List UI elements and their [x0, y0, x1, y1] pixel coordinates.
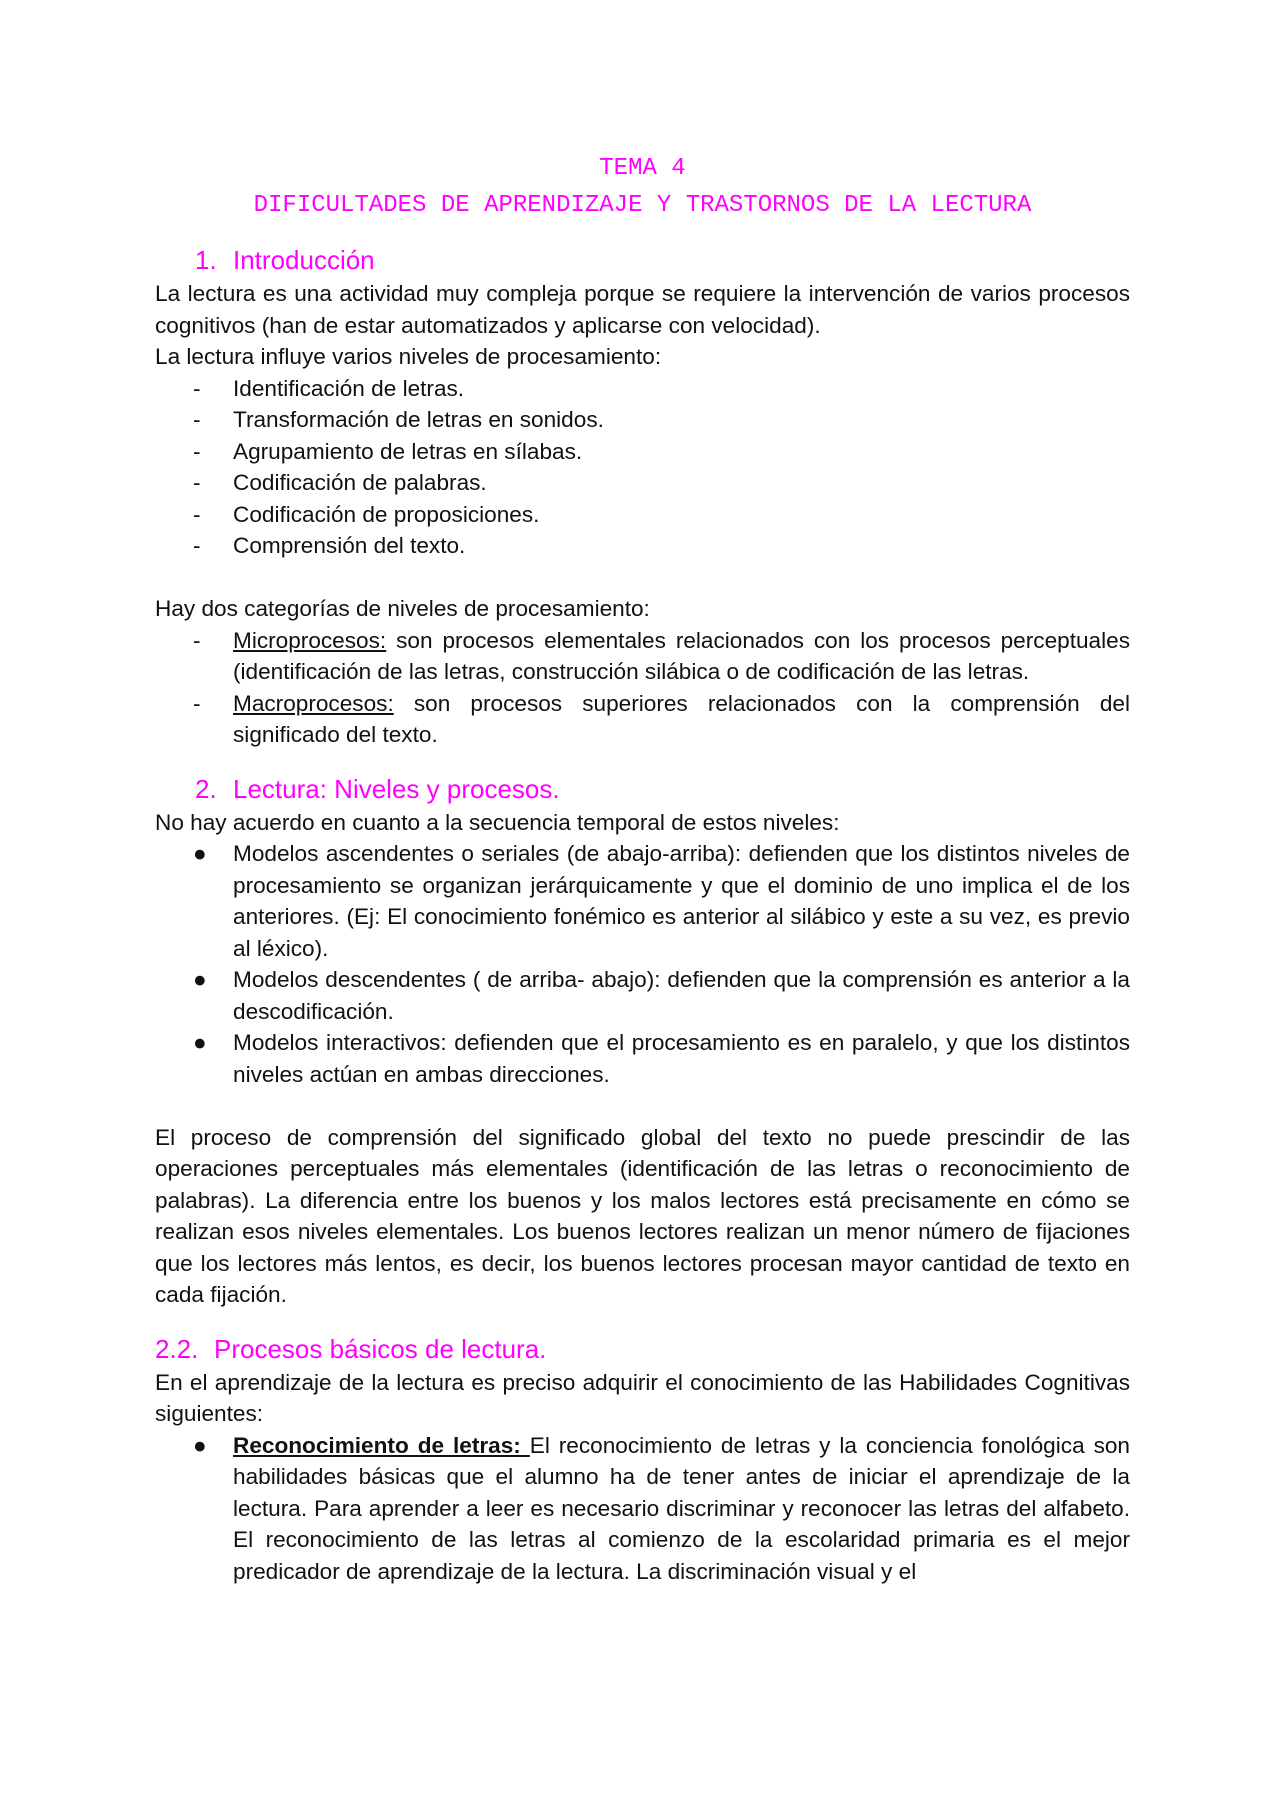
document-body [155, 150, 1130, 1587]
list-item-text: Codificación de palabras. [233, 470, 487, 495]
section-2-2-title: Procesos básicos de lectura. [214, 1333, 547, 1364]
microprocesos-term: Microprocesos: [233, 627, 387, 653]
list-item [155, 688, 1130, 751]
reading-models-list [155, 838, 1130, 1090]
dash-marker: - [193, 407, 201, 432]
list-item [155, 530, 1130, 562]
list-item [155, 404, 1130, 436]
letter-recognition-term: Reconocimiento de letras: [233, 1432, 530, 1458]
dash-marker: - [193, 438, 201, 464]
cognitive-skills-list [155, 1430, 1130, 1588]
list-item [155, 838, 1130, 964]
section-2-2-paragraph-1: En el aprendizaje de la lectura es preciso adquirir el conocimiento de las Habilidades Cognitivas siguientes: [155, 1369, 1130, 1426]
section-2-2-number: 2.2. [155, 1333, 199, 1364]
list-item-text: Identificación de letras. [233, 375, 465, 401]
dash-marker: - [193, 533, 201, 558]
spacer [155, 562, 1130, 594]
processing-categories-list [155, 625, 1130, 751]
section-2-2-heading [155, 1331, 1130, 1367]
list-item [155, 1430, 1130, 1588]
macroprocesos-definition: son procesos superiores relacionados con la comprensión del significado del texto. [233, 690, 1130, 747]
list-item-text: Transformación de letras en sonidos. [233, 407, 604, 432]
list-item-text: Codificación de proposiciones. [233, 501, 540, 527]
section-1-paragraph-2: La lectura influye varios niveles de procesamiento: [155, 344, 662, 369]
bullet-marker: ● [193, 841, 207, 866]
list-item [155, 1027, 1130, 1090]
bullet-marker: ● [193, 1432, 207, 1458]
list-item [155, 499, 1130, 531]
letter-recognition-text: El reconocimiento de letras y la conciencia fonológica son habilidades básicas que el alumno ha de tener antes de iniciar el aprendizaje de la lectura. Para aprender a leer es necesario discriminar y reconocer las letras del alfabeto. El reconocimiento de las letras al comienzo de la escolaridad primaria es el mejor predicador de aprendizaje de la lectura. La discriminación visual y el [233, 1432, 1130, 1584]
section-1-paragraph-3: Hay dos categorías de niveles de procesamiento: [155, 596, 650, 621]
processing-levels-list [155, 373, 1130, 562]
bullet-marker: ● [193, 1030, 207, 1055]
list-item-text: Modelos interactivos: defienden que el procesamiento es en paralelo, y que los distintos niveles actúan en ambas direcciones. [233, 1030, 1130, 1087]
section-1-title: Introducción [233, 245, 375, 275]
section-2-heading [155, 771, 1130, 807]
list-item [155, 467, 1130, 499]
spacer [155, 1311, 1130, 1331]
list-item [155, 625, 1130, 688]
macroprocesos-term: Macroprocesos: [233, 690, 394, 716]
section-1-heading [155, 242, 1130, 278]
list-item [155, 964, 1130, 1027]
spacer [155, 751, 1130, 771]
dash-marker: - [193, 375, 201, 401]
dash-marker: - [193, 627, 201, 653]
topic-number: TEMA 4 [599, 155, 686, 182]
section-2-paragraph-1: No hay acuerdo en cuanto a la secuencia temporal de estos niveles: [155, 809, 840, 835]
dash-marker: - [193, 470, 201, 495]
section-1-paragraph-1: La lectura es una actividad muy compleja porque se requiere la intervención de varios procesos cognitivos (han de estar automatizados y aplicarse con velocidad). [155, 281, 1130, 338]
list-item-text: Comprensión del texto. [233, 533, 466, 558]
list-item [155, 373, 1130, 405]
bullet-marker: ● [193, 967, 207, 992]
microprocesos-definition: son procesos elementales relacionados con los procesos perceptuales (identificación de las letras, construcción silábica o de codificación de las letras. [233, 627, 1130, 684]
section-1-number: 1. [195, 245, 217, 275]
list-item [155, 436, 1130, 468]
dash-marker: - [193, 690, 201, 716]
spacer [155, 1090, 1130, 1122]
list-item-text: Modelos descendentes ( de arriba- abajo): defienden que la comprensión es anterior a la descodificación. [233, 967, 1130, 1024]
document-title: DIFICULTADES DE APRENDIZAJE Y TRASTORNOS DE LA LECTURA [253, 192, 1032, 219]
list-item-text: Modelos ascendentes o seriales (de abajo-arriba): defienden que los distintos niveles de procesamiento se organizan jerárquicamente y que el dominio de uno implica el de los anteriores. (Ej: El conocimiento fonémico es anterior al silábico y este a su vez, es previo al léxico). [233, 841, 1130, 961]
section-2-paragraph-2: El proceso de comprensión del significado global del texto no puede prescindir de las operaciones perceptuales más elementales (identificación de las letras o reconocimiento de palabras). La diferencia entre los buenos y los malos lectores está precisamente en cómo se realizan esos niveles elementales. Los buenos lectores realizan un menor número de fijaciones que los lectores más lentos, es decir, los buenos lectores procesan mayor cantidad de texto en cada fijación. [155, 1124, 1130, 1307]
section-2-number: 2. [195, 773, 217, 804]
section-2-title: Lectura: Niveles y procesos. [233, 773, 560, 804]
list-item-text: Agrupamiento de letras en sílabas. [233, 438, 583, 464]
dash-marker: - [193, 501, 201, 527]
